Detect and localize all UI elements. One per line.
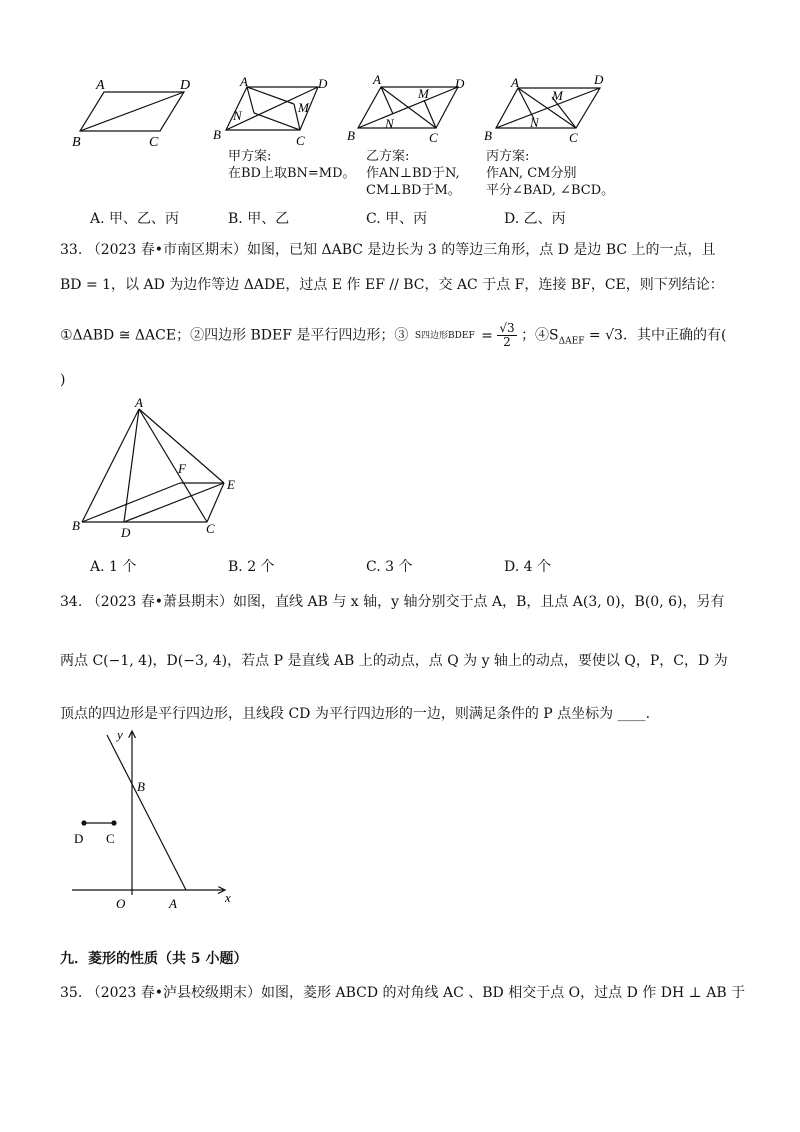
q34-label-A: A — [169, 896, 177, 911]
fig4-label-N: N — [530, 115, 539, 130]
q33-line2: BD = 1，以 AD 为边作等边 ΔADE，过点 E 作 EF // BC，交 AC 于点 F，连接 BF，CE，则下列结论： — [60, 277, 724, 293]
fig4-label-M: M — [552, 88, 563, 103]
section-title: 九．菱形的性质（共 5 小题） — [60, 951, 248, 967]
plan-bing-line1: 作AN, CM分别 — [486, 166, 577, 181]
plan-bing — [486, 148, 614, 199]
fig2-label-A: A — [240, 74, 248, 89]
q34-line3: 顶点的四边形是平行四边形，且线段 CD 为平行四边形的一边，则满足条件的 P 点坐标为 ____. — [60, 706, 651, 722]
q33-line3-b: ；④S — [521, 327, 559, 344]
plan-yi-line2: CM⊥BD于M。 — [366, 183, 461, 198]
point-C — [111, 820, 116, 825]
q33-line3-sub: ΔAEF — [558, 336, 585, 347]
q33-line4: ) — [60, 372, 66, 388]
q33-line3-a: ①ΔABD ≅ ΔACE；②四边形 BDEF 是平行四边形；③ — [60, 327, 409, 344]
point-D — [81, 820, 86, 825]
q32-choice-b[interactable]: B. 甲、乙 — [228, 211, 290, 227]
fig3-label-A: A — [373, 72, 381, 87]
q32-figure-1 — [80, 92, 184, 131]
q34-label-y: y — [117, 727, 123, 742]
fig4-label-C: C — [569, 130, 578, 145]
q32-choice-d[interactable]: D. 乙、丙 — [504, 211, 566, 227]
q34-line2: 两点 C(−1, 4)，D(−3, 4)，若点 P 是直线 AB 上的动点，点 Q 为 y 轴上的动点，要使以 Q，P，C，D 为 — [60, 653, 728, 669]
q32-figure-3 — [358, 87, 458, 128]
q33-label-B: B — [72, 518, 80, 533]
q33-label-C: C — [206, 521, 215, 536]
plan-jia-line: 在BD上取BN=MD。 — [228, 166, 356, 181]
fig3-label-B: B — [347, 128, 355, 143]
fig1-label-A: A — [96, 78, 105, 93]
q34-coordinate-figure — [60, 725, 250, 915]
q33-line1: 33. （2023 春•市南区期末）如图，已知 ΔABC 是边长为 3 的等边三角形，点 D 是边 BC 上的一点，且 — [60, 242, 716, 258]
plan-jia — [228, 148, 356, 182]
plan-bing-line2: 平分∠BAD, ∠BCD。 — [486, 183, 615, 198]
fig2-label-N: N — [233, 108, 242, 123]
q34-label-C: C — [106, 831, 115, 846]
plan-yi-line1: 作AN⊥BD于N, — [366, 166, 460, 181]
q33-label-D: D — [121, 525, 131, 540]
fig3-label-D: D — [455, 76, 465, 91]
fig3-label-N: N — [385, 116, 394, 131]
q33-figure — [70, 395, 250, 545]
fig2-label-C: C — [296, 133, 305, 148]
plan-jia-title: 甲方案: — [228, 149, 272, 164]
plan-yi — [366, 148, 461, 199]
q34-label-D: D — [74, 831, 84, 846]
q33-choice-a[interactable]: A. 1 个 — [90, 559, 137, 575]
fig4-label-D: D — [594, 72, 604, 87]
q33-frac-sub: S四边形BDEF — [414, 330, 475, 341]
line-AB — [107, 735, 186, 890]
plan-yi-title: 乙方案: — [366, 149, 410, 164]
fig4-label-A: A — [511, 75, 519, 90]
plan-bing-title: 丙方案: — [486, 149, 530, 164]
fig3-label-C: C — [429, 130, 438, 145]
q32-figures — [0, 0, 800, 160]
q33-frac-num: √3 — [499, 321, 515, 335]
q33-line3: ①ΔABD ≅ ΔACE；②四边形 BDEF 是平行四边形；③ S四边形BDEF = $\frac{√3}{2}$ ；$④S_{\Delta AEF} = √3$．其中正确的有( — [60, 321, 727, 349]
q33-frac-den: 2 — [503, 335, 511, 349]
q34-line1: 34. （2023 春•萧县期末）如图，直线 AB 与 x 轴，y 轴分别交于点 A，B，且点 A(3, 0)，B(0, 6)，另有 — [60, 594, 725, 610]
fig1-label-B: B — [72, 135, 81, 150]
fig1-label-D: D — [180, 78, 191, 93]
q32-choice-c[interactable]: C. 甲、丙 — [366, 211, 428, 227]
q35-line1: 35. （2023 春•泸县校级期末）如图，菱形 ABCD 的对角线 AC 、BD 相交于点 O，过点 D 作 DH ⊥ AB 于 — [60, 985, 746, 1001]
q33-label-F: F — [178, 461, 186, 476]
fig1-label-C: C — [149, 135, 159, 150]
q33-label-E: E — [227, 477, 235, 492]
q34-label-O: O — [116, 896, 126, 911]
q32-figure-4 — [496, 88, 600, 128]
q33-line3-c: = √3．其中正确的有( — [584, 327, 727, 344]
fig2-label-D: D — [318, 76, 328, 91]
q33-fraction — [497, 322, 516, 349]
q34-label-B: B — [137, 779, 145, 794]
q33-choice-d[interactable]: D. 4 个 — [504, 559, 551, 575]
fig2-label-B: B — [213, 127, 221, 142]
fig3-label-M: M — [418, 86, 429, 101]
q33-choice-b[interactable]: B. 2 个 — [228, 559, 275, 575]
q33-choice-c[interactable]: C. 3 个 — [366, 559, 413, 575]
fig4-label-B: B — [484, 128, 492, 143]
q34-label-x: x — [225, 890, 231, 905]
q32-choice-a[interactable]: A. 甲、乙、丙 — [90, 211, 180, 227]
q33-label-A: A — [135, 395, 143, 410]
fig2-label-M: M — [298, 100, 309, 115]
